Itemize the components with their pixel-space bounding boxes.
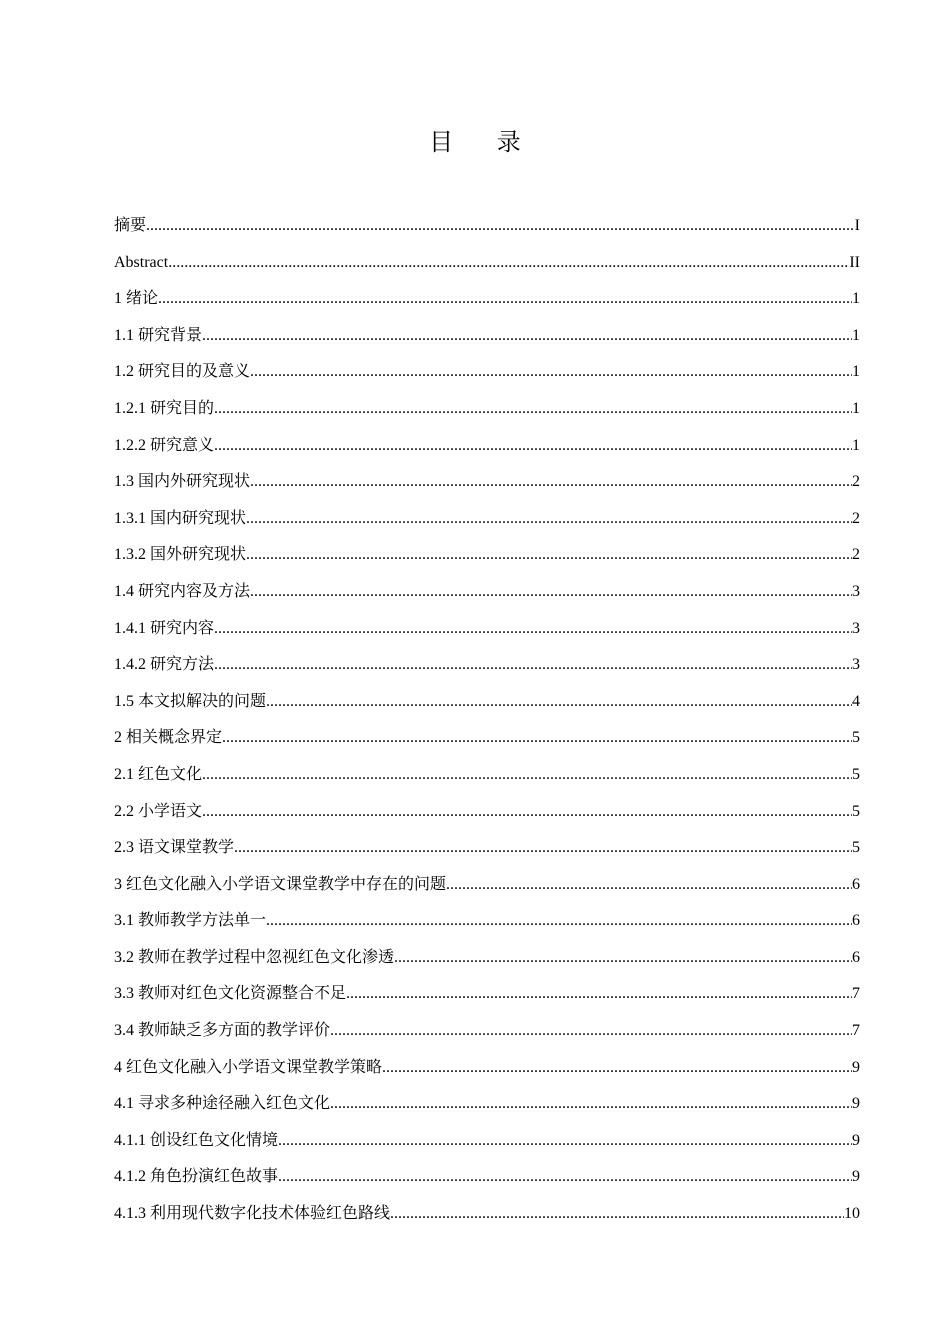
toc-entry[interactable] <box>114 1013 860 1050</box>
toc-dot-leader <box>158 281 852 318</box>
toc-dot-leader <box>266 903 852 940</box>
toc-entry[interactable] <box>114 391 860 428</box>
toc-entry-page: 1 <box>852 326 860 344</box>
toc-dot-leader <box>202 318 852 355</box>
toc-dot-leader <box>146 208 855 245</box>
toc-entry[interactable] <box>114 611 860 648</box>
toc-entry-page: 5 <box>852 839 860 857</box>
toc-entry-title: 2 相关概念界定 <box>114 729 223 747</box>
toc-dot-leader <box>222 720 852 757</box>
toc-entry-page: 1 <box>852 363 860 381</box>
toc-entry[interactable] <box>114 1123 860 1160</box>
toc-entry-title: 1.3 国内外研究现状 <box>114 473 251 491</box>
toc-entry-page: 9 <box>852 1168 860 1186</box>
toc-entry[interactable] <box>114 501 860 538</box>
toc-entry-title: 4.1.1 创设红色文化情境 <box>114 1131 279 1149</box>
toc-entry-title: 1.2 研究目的及意义 <box>114 363 251 381</box>
toc-entry-title: 1.4.1 研究内容 <box>114 619 215 637</box>
toc-entry-page: 3 <box>852 619 860 637</box>
toc-entry-title: 3.4 教师缺乏多方面的教学评价 <box>114 1022 331 1040</box>
toc-entry-title: Abstract <box>114 253 169 271</box>
toc-entry-title: 1.2.2 研究意义 <box>114 436 215 454</box>
toc-entry[interactable] <box>114 903 860 940</box>
toc-entry-page: 4 <box>852 692 860 710</box>
toc-entry-page: 9 <box>852 1058 860 1076</box>
toc-dot-leader <box>214 611 852 648</box>
toc-entry-page: I <box>854 217 860 234</box>
toc-entry-title: 4.1 寻求多种途径融入红色文化 <box>114 1095 331 1113</box>
toc-dot-leader <box>278 1123 852 1160</box>
toc-entry-page: 2 <box>852 473 860 491</box>
toc-entry-title: 1.4.2 研究方法 <box>114 656 215 674</box>
toc-entry-page: 10 <box>844 1205 860 1223</box>
toc-dot-leader <box>246 501 852 538</box>
toc-dot-leader <box>266 684 852 721</box>
toc-dot-leader <box>202 757 852 794</box>
toc-entry-title: 4 红色文化融入小学语文课堂教学策略 <box>114 1058 383 1076</box>
toc-entry-title: 3.1 教师教学方法单一 <box>114 912 267 930</box>
toc-entry-title: 摘要 <box>114 217 147 234</box>
toc-dot-leader <box>330 1086 852 1123</box>
toc-dot-leader <box>168 245 849 282</box>
toc-entry-page: 3 <box>852 656 860 674</box>
toc-entry-page: II <box>849 253 860 271</box>
toc-entry[interactable] <box>114 1050 860 1087</box>
toc-entry[interactable] <box>114 428 860 465</box>
table-of-contents <box>114 208 860 1233</box>
toc-entry-title: 1.3.1 国内研究现状 <box>114 509 247 527</box>
toc-entry[interactable] <box>114 1086 860 1123</box>
toc-entry[interactable] <box>114 757 860 794</box>
toc-entry-title: 1.1 研究背景 <box>114 326 203 344</box>
toc-entry-title: 1 绪论 <box>114 290 159 308</box>
page-title: 目 录 <box>429 128 539 156</box>
toc-entry[interactable] <box>114 1159 860 1196</box>
toc-entry[interactable] <box>114 318 860 355</box>
toc-entry[interactable] <box>114 208 860 245</box>
toc-entry[interactable] <box>114 794 860 831</box>
toc-entry-page: 6 <box>852 948 860 966</box>
toc-entry-title: 2.3 语文课堂教学 <box>114 839 235 857</box>
toc-entry-title: 2.2 小学语文 <box>114 802 203 820</box>
toc-entry-title: 4.1.2 角色扮演红色故事 <box>114 1168 279 1186</box>
toc-entry-page: 1 <box>852 399 860 417</box>
toc-entry-title: 1.4 研究内容及方法 <box>114 582 251 600</box>
toc-dot-leader <box>278 1159 852 1196</box>
toc-entry-title: 1.5 本文拟解决的问题 <box>114 692 267 710</box>
toc-dot-leader <box>394 940 852 977</box>
toc-dot-leader <box>446 867 852 904</box>
toc-entry-page: 2 <box>852 546 860 564</box>
toc-entry-title: 3.3 教师对红色文化资源整合不足 <box>114 985 347 1003</box>
toc-entry[interactable] <box>114 830 860 867</box>
toc-entry[interactable] <box>114 1196 860 1233</box>
toc-dot-leader <box>214 647 852 684</box>
toc-dot-leader <box>234 830 852 867</box>
toc-entry-page: 7 <box>852 985 860 1003</box>
toc-entry[interactable] <box>114 464 860 501</box>
toc-dot-leader <box>382 1050 852 1087</box>
toc-entry-page: 7 <box>852 1022 860 1040</box>
toc-entry[interactable] <box>114 976 860 1013</box>
toc-dot-leader <box>246 537 852 574</box>
toc-dot-leader <box>346 976 852 1013</box>
toc-entry-title: 1.3.2 国外研究现状 <box>114 546 247 564</box>
toc-entry-page: 6 <box>852 912 860 930</box>
toc-entry[interactable] <box>114 867 860 904</box>
toc-entry-title: 4.1.3 利用现代数字化技术体验红色路线 <box>114 1205 391 1223</box>
toc-entry-page: 5 <box>852 802 860 820</box>
toc-entry[interactable] <box>114 537 860 574</box>
toc-entry-page: 2 <box>852 509 860 527</box>
toc-entry-page: 3 <box>852 582 860 600</box>
toc-entry-page: 9 <box>852 1095 860 1113</box>
toc-dot-leader <box>330 1013 852 1050</box>
toc-dot-leader <box>214 428 852 465</box>
toc-dot-leader <box>202 794 852 831</box>
toc-dot-leader <box>250 354 852 391</box>
toc-entry-page: 6 <box>852 875 860 893</box>
toc-dot-leader <box>250 574 852 611</box>
toc-entry[interactable] <box>114 647 860 684</box>
toc-entry[interactable] <box>114 684 860 721</box>
toc-entry-page: 1 <box>852 290 860 308</box>
toc-entry-title: 3.2 教师在教学过程中忽视红色文化渗透 <box>114 948 395 966</box>
toc-entry-page: 5 <box>852 765 860 783</box>
toc-entry[interactable] <box>114 281 860 318</box>
toc-dot-leader <box>390 1196 844 1233</box>
toc-entry-page: 9 <box>852 1131 860 1149</box>
toc-entry[interactable] <box>114 245 860 282</box>
toc-entry[interactable] <box>114 720 860 757</box>
toc-entry[interactable] <box>114 940 860 977</box>
toc-entry[interactable] <box>114 354 860 391</box>
toc-entry-page: 1 <box>852 436 860 454</box>
toc-entry[interactable] <box>114 574 860 611</box>
toc-entry-title: 2.1 红色文化 <box>114 765 203 783</box>
toc-dot-leader <box>214 391 852 428</box>
toc-dot-leader <box>250 464 852 501</box>
toc-entry-page: 5 <box>852 729 860 747</box>
toc-entry-title: 3 红色文化融入小学语文课堂教学中存在的问题 <box>114 875 447 893</box>
toc-entry-title: 1.2.1 研究目的 <box>114 399 215 417</box>
